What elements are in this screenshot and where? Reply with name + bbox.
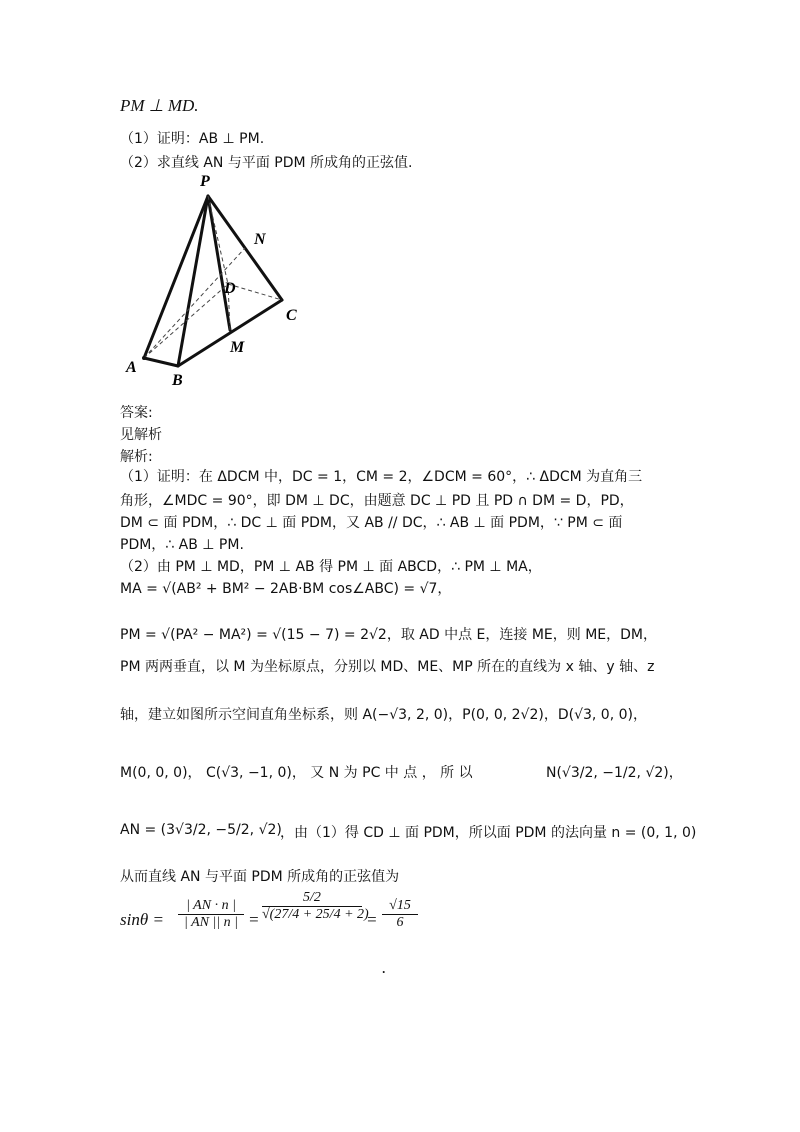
question-1: （1）证明：AB ⊥ PM. xyxy=(120,131,265,147)
solution-line-6: MA = √(AB² + BM² − 2AB·BM cos∠ABC) = √7， xyxy=(120,581,452,597)
question-2: （2）求直线 AN 与平面 PDM 所成角的正弦值. xyxy=(120,155,413,171)
label-P: P xyxy=(200,173,210,190)
label-N: N xyxy=(254,231,266,248)
top-line: PM ⊥ MD. xyxy=(120,96,199,115)
solution-line-7: PM = √(PA² − MA²) = √(15 − 7) = 2√2，取 AD 中点 E，连接 ME，则 ME，DM， xyxy=(120,627,657,643)
solution-line-9: 轴，建立如图所示空间直角坐标系，则 A(−√3, 2, 0)，P(0, 0, 2√2)，D(√3, 0, 0)， xyxy=(120,707,647,723)
edge-PB xyxy=(178,196,208,366)
edge-AB xyxy=(144,358,178,366)
label-D: D xyxy=(224,280,236,297)
sin-result-den: 6 xyxy=(396,915,404,930)
solution-line-12: 从而直线 AN 与平面 PDM 所成角的正弦值为 xyxy=(120,869,400,885)
sin-result-num: √15 xyxy=(382,898,418,915)
solution-line-10b: N(√3/2, −1/2, √2)， xyxy=(546,765,683,781)
sin-frac2-den: √(27/4 + 25/4 + 2) xyxy=(262,907,369,922)
edge-BC xyxy=(178,300,282,366)
equals-2: = xyxy=(366,910,378,929)
sin-fraction-2 xyxy=(262,890,369,923)
equals-1: = xyxy=(248,910,260,929)
sin-frac1-num: | AN · n | xyxy=(178,898,244,915)
solution-line-2: 角形，∠MDC = 90°，即 DM ⊥ DC，由题意 DC ⊥ PD 且 PD ∩ DM = D，PD， xyxy=(120,493,634,509)
sin-frac2-num: 5/2 xyxy=(262,890,362,907)
analysis-label: 解析: xyxy=(120,449,153,465)
end-dot: . xyxy=(382,958,387,977)
solution-line-1: （1）证明：在 ΔDCM 中，DC = 1，CM = 2，∠DCM = 60°，∴ ΔDCM 为直角三 xyxy=(120,469,643,485)
label-C: C xyxy=(286,307,297,324)
sin-fraction-1 xyxy=(178,898,244,931)
edge-PM xyxy=(208,196,230,330)
answer-value: 见解析 xyxy=(120,427,162,443)
sin-result xyxy=(382,898,418,931)
vector-AN: AN = (3√3/2, −5/2, √2) xyxy=(120,822,282,838)
label-B: B xyxy=(172,372,183,389)
pyramid-figure xyxy=(120,172,330,390)
solution-line-11b: ，由（1）得 CD ⊥ 面 PDM，所以面 PDM 的法向量 n = (0, 1, 0) xyxy=(280,825,697,841)
label-M: M xyxy=(230,339,245,356)
answer-label: 答案: xyxy=(120,405,153,421)
edge-PC xyxy=(208,196,282,300)
solution-line-8: PM 两两垂直，以 M 为坐标原点，分别以 MD、ME、MP 所在的直线为 x 轴、y 轴、z xyxy=(120,659,655,675)
sin-frac1-den: | AN || n | xyxy=(183,915,239,930)
edge-PA xyxy=(144,196,208,358)
solution-line-4: PDM，∴ AB ⊥ PM. xyxy=(120,537,244,553)
solution-line-10a: M(0, 0, 0)， C(√3, −1, 0)， 又 N 为 PC 中 点 ， 所 以 xyxy=(120,765,473,781)
sin-lhs: sinθ = xyxy=(120,910,164,929)
solution-line-3: DM ⊂ 面 PDM，∴ DC ⊥ 面 PDM，又 AB // DC，∴ AB ⊥ 面 PDM，∵ PM ⊂ 面 xyxy=(120,515,623,531)
solution-line-5: （2）由 PM ⊥ MD，PM ⊥ AB 得 PM ⊥ 面 ABCD，∴ PM ⊥ MA， xyxy=(120,559,542,575)
label-A: A xyxy=(126,359,137,376)
